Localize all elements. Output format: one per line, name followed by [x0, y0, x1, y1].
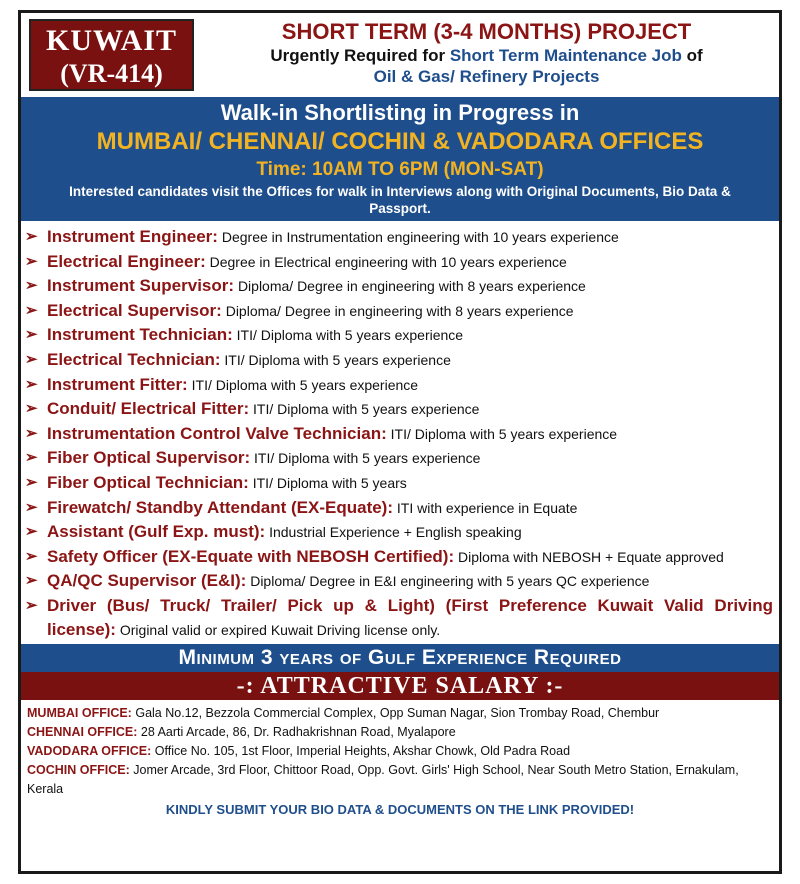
arrow-bullet-icon: ➢ [25, 301, 38, 319]
position-title: Assistant (Gulf Exp. must): [47, 522, 266, 542]
office-name: VADODARA OFFICE: [27, 743, 152, 758]
arrow-bullet-icon: ➢ [25, 326, 38, 344]
walkin-time: Time: 10AM TO 6PM (MON-SAT) [256, 159, 544, 180]
walkin-banner [21, 97, 779, 221]
position-requirement: Industrial Experience + English speaking [269, 524, 522, 541]
position-title: Conduit/ Electrical Fitter: [47, 399, 250, 419]
position-title: Instrument Technician: [47, 325, 233, 345]
position-item [25, 250, 773, 275]
submit-note: KINDLY SUBMIT YOUR BIO DATA & DOCUMENTS ON THE LINK PROVIDED! [165, 801, 635, 817]
arrow-bullet-icon: ➢ [25, 547, 38, 565]
project-sector: Oil & Gas/ Refinery Projects [373, 67, 600, 86]
position-requirement: Diploma with NEBOSH + Equate approved [458, 548, 724, 565]
badge-country: KUWAIT [45, 24, 178, 57]
office-entry [27, 742, 773, 761]
position-text [47, 422, 773, 447]
office-name: COCHIN OFFICE: [27, 762, 130, 777]
position-title: Fiber Optical Technician: [47, 472, 249, 492]
position-requirement: Degree in Electrical engineering with 10 years experience [209, 253, 567, 270]
position-text [47, 594, 773, 642]
position-item [25, 299, 773, 324]
position-text [47, 348, 773, 373]
office-name: MUMBAI OFFICE: [27, 705, 132, 720]
position-text [47, 225, 773, 250]
header-row [21, 13, 779, 95]
arrow-bullet-icon: ➢ [25, 252, 38, 270]
position-requirement: ITI/ Diploma with 5 years experience [236, 327, 464, 344]
badge-code: (VR-414) [60, 59, 163, 88]
position-requirement: ITI with experience in Equate [396, 499, 578, 516]
office-entry [27, 704, 773, 723]
position-title: Electrical Engineer: [47, 251, 206, 271]
position-item [25, 225, 773, 250]
position-title: QA/QC Supervisor (E&I): [47, 571, 247, 591]
header-text [194, 13, 779, 95]
position-title: Electrical Technician: [47, 349, 221, 369]
arrow-bullet-icon: ➢ [25, 523, 38, 541]
position-text [47, 373, 773, 398]
position-item [25, 569, 773, 594]
requirement-suffix: of [686, 46, 703, 65]
position-title: Firewatch/ Standby Attendant (EX-Equate): [47, 497, 394, 517]
position-title: Safety Officer (EX-Equate with NEBOSH Certified): [47, 546, 455, 566]
position-title: Instrument Fitter: [47, 374, 188, 394]
position-title: Fiber Optical Supervisor: [47, 448, 251, 468]
office-address: Jomer Arcade, 3rd Floor, Chittoor Road, Opp. Govt. Girls' High School, Near South Metro Station, Ernakulam, Kerala [27, 762, 739, 796]
requirement-line [194, 45, 779, 67]
office-entry [27, 761, 773, 799]
positions-list [21, 221, 779, 642]
office-address: 28 Aarti Arcade, 86, Dr. Radhakrishnan Road, Myalapore [140, 724, 456, 739]
position-title: Electrical Supervisor: [47, 300, 222, 320]
position-requirement: Degree in Instrumentation engineering with 10 years experience [221, 229, 619, 245]
position-text [47, 446, 773, 471]
position-item [25, 274, 773, 299]
position-requirement: ITI/ Diploma with 5 years experience [254, 450, 481, 467]
position-item [25, 594, 773, 642]
position-title: Instrument Engineer: [47, 227, 218, 246]
position-item [25, 520, 773, 545]
arrow-bullet-icon: ➢ [25, 277, 38, 295]
position-item [25, 323, 773, 348]
office-address: Office No. 105, 1st Floor, Imperial Heights, Akshar Chowk, Old Padra Road [154, 743, 571, 758]
position-item [25, 397, 773, 422]
position-requirement: Diploma/ Degree in engineering with 8 years experience [225, 302, 574, 319]
position-requirement: ITI/ Diploma with 5 years [252, 474, 407, 491]
position-requirement: ITI/ Diploma with 5 years experience [224, 351, 451, 368]
arrow-bullet-icon: ➢ [25, 473, 38, 491]
position-requirement: Diploma/ Degree in E&I engineering with 5 years QC experience [250, 573, 650, 590]
position-requirement: Diploma/ Degree in engineering with 8 years experience [237, 278, 586, 295]
office-name: CHENNAI OFFICE: [27, 724, 138, 739]
country-badge [29, 19, 194, 91]
position-title: Instrument Supervisor: [47, 276, 235, 296]
position-item [25, 348, 773, 373]
position-text [47, 274, 773, 299]
walkin-cities: MUMBAI/ CHENNAI/ COCHIN & VADODARA OFFICES [96, 128, 704, 155]
arrow-bullet-icon: ➢ [25, 449, 38, 467]
requirement-prefix: Urgently Required for [270, 46, 446, 65]
minimum-experience-banner: Minimum 3 years of Gulf Experience Required [21, 644, 779, 672]
offices-list [21, 700, 779, 799]
arrow-bullet-icon: ➢ [25, 572, 38, 590]
position-text [47, 250, 773, 275]
position-text [47, 397, 773, 422]
arrow-bullet-icon: ➢ [25, 596, 38, 614]
arrow-bullet-icon: ➢ [25, 498, 38, 516]
position-text [47, 569, 773, 594]
walkin-heading: Walk-in Shortlisting in Progress in [220, 100, 580, 125]
position-requirement: ITI/ Diploma with 5 years experience [191, 376, 419, 393]
arrow-bullet-icon: ➢ [25, 350, 38, 368]
position-text [47, 323, 773, 348]
position-text [47, 299, 773, 324]
arrow-bullet-icon: ➢ [25, 228, 38, 245]
position-item [25, 373, 773, 398]
arrow-bullet-icon: ➢ [25, 375, 38, 393]
office-address: Gala No.12, Bezzola Commercial Complex, Opp Suman Nagar, Sion Trombay Road, Chembur [135, 705, 660, 720]
position-requirement: ITI/ Diploma with 5 years experience [253, 401, 480, 418]
position-requirement: ITI/ Diploma with 5 years experience [390, 425, 618, 442]
requirement-highlight: Short Term Maintenance Job [449, 46, 682, 65]
position-title: Driver (Bus/ Truck/ Trailer/ Pick up & Light) (First Preference Kuwait Valid Driving license): [47, 595, 773, 639]
position-text [47, 496, 773, 521]
position-requirement: Original valid or expired Kuwait Driving license only. [119, 621, 441, 638]
position-title: Instrumentation Control Valve Technician: [47, 423, 387, 443]
arrow-bullet-icon: ➢ [25, 424, 38, 442]
position-text [47, 520, 773, 545]
position-item [25, 422, 773, 447]
position-item [25, 446, 773, 471]
job-advertisement [18, 10, 782, 874]
project-title: SHORT TERM (3-4 MONTHS) PROJECT [281, 19, 692, 44]
office-entry [27, 723, 773, 742]
position-item [25, 471, 773, 496]
walkin-note: Interested candidates visit the Offices for walk in Interviews along with Original Documents, Bio Data & Passport. [69, 184, 731, 216]
salary-banner: -: ATTRACTIVE SALARY :- [21, 672, 779, 700]
position-text [47, 545, 773, 570]
position-item [25, 496, 773, 521]
position-item [25, 545, 773, 570]
position-text [47, 471, 773, 496]
arrow-bullet-icon: ➢ [25, 400, 38, 418]
